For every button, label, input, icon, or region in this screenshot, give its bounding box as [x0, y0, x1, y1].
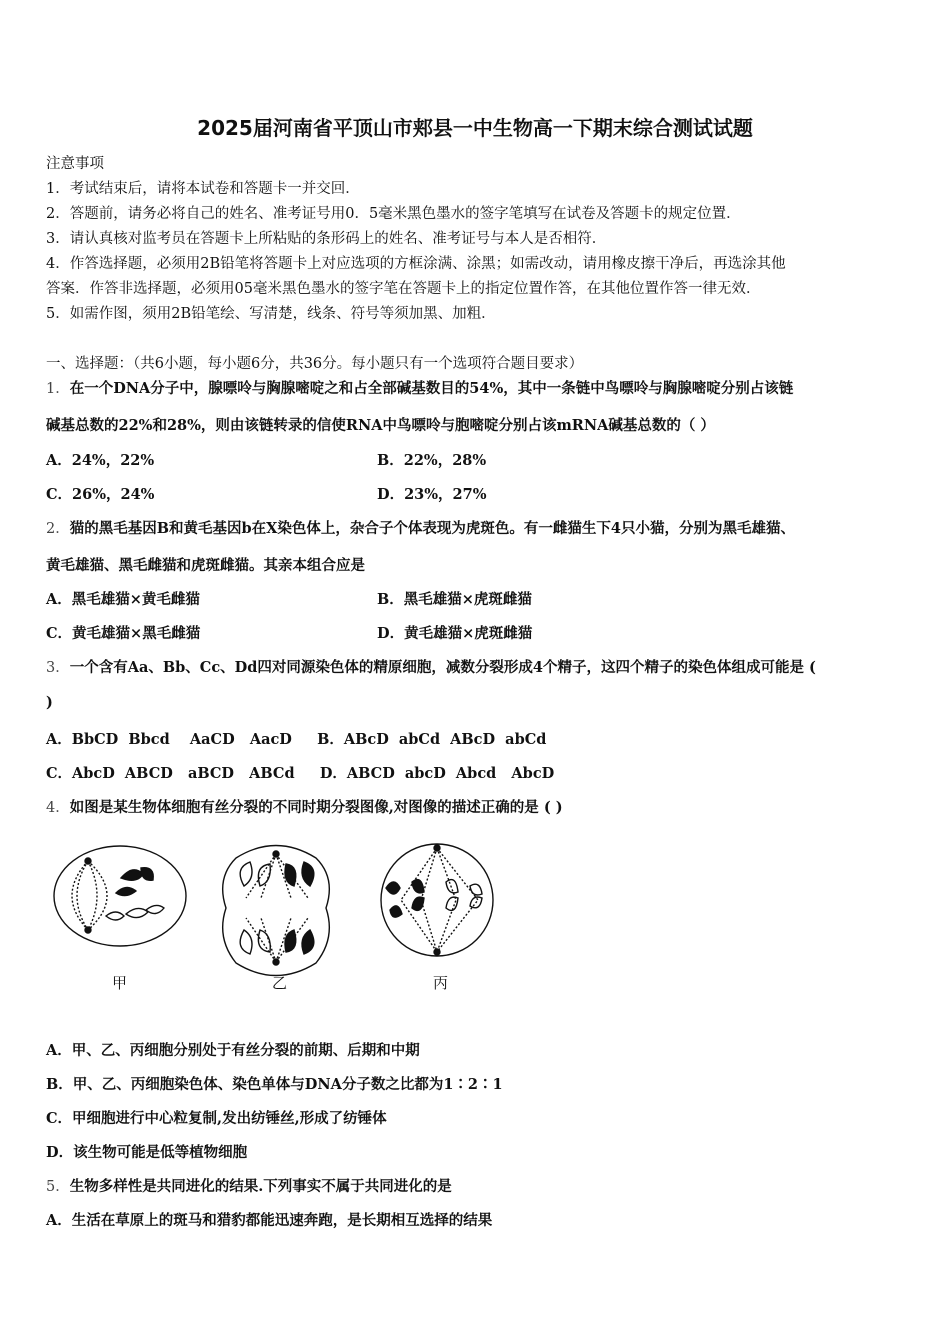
question-text: 如图是某生物体细胞有丝分裂的不同时期分裂图像,对图像的描述正确的是 ( ): [69, 799, 563, 816]
option-b: B．甲、乙、丙细胞染色体、染色单体与DNA分子数之比都为1∶2∶1: [46, 1076, 503, 1093]
notice-item: 4．作答选择题，必须用2B铅笔将答题卡上对应选项的方框涂满、涂黑；如需改动，请用橡皮擦干净后，再选涂其他: [46, 256, 786, 272]
option-b: B．黑毛雄猫×虎斑雌猫: [377, 591, 532, 608]
option-c: C．黄毛雄猫×黑毛雌猫: [46, 625, 201, 642]
question-1-cont: 碱基总数的22%和28%，则由该链转录的信使RNA中鸟嘌呤与胞嘧啶分别占该mRNA碱基总数的（ ）: [46, 417, 715, 434]
cell-yi: [223, 846, 330, 976]
cell-jia: [54, 846, 186, 946]
question-text: 一个含有Aa、Bb、Cc、Dd四对同源染色体的精原细胞，减数分裂形成4个精子，这四个精子的染色体组成可能是 (: [69, 659, 816, 676]
notice-item: 3．请认真核对监考员在答题卡上所粘贴的条形码上的姓名、准考证号与本人是否相符．: [46, 231, 607, 247]
question-2: [46, 517, 795, 538]
question-2-cont: 黄毛雄猫、黑毛雌猫和虎斑雌猫。其亲本组合应是: [46, 557, 365, 574]
option-d: D．23%，27%: [377, 486, 487, 503]
section-heading: 一、选择题：（共6小题，每小题6分，共36分。每小题只有一个选项符合题目要求）: [46, 356, 584, 372]
question-3: [46, 656, 816, 677]
option-a: A．24%，22%: [46, 452, 155, 469]
notice-item: 5．如需作图，须用2B铅笔绘、写清楚，线条、符号等须加黑、加粗．: [46, 306, 496, 322]
option-c-d: C．AbcD ABCD aBCD ABCd D．ABCD abcD Abcd AbcD: [46, 765, 555, 782]
question-number: 4．: [46, 800, 70, 816]
question-1: [46, 377, 793, 398]
option-b: B．22%，28%: [377, 452, 487, 469]
option-c: C．甲细胞进行中心粒复制,发出纺锤丝,形成了纺锤体: [46, 1110, 387, 1127]
label-bing: 丙: [433, 974, 449, 992]
option-d: D．该生物可能是低等植物细胞: [46, 1144, 248, 1161]
label-yi: 乙: [272, 974, 288, 992]
notice-item: 1．考试结束后，请将本试卷和答题卡一并交回．: [46, 181, 360, 197]
question-3-cont: ): [46, 694, 53, 711]
question-5: [46, 1175, 452, 1196]
notice-item: 答案．作答非选择题，必须用05毫米黑色墨水的签字笔在答题卡上的指定位置作答，在其他位置作答一律无效．: [46, 281, 761, 297]
page-title: 2025届河南省平顶山市郏县一中生物高一下期末综合测试试题: [197, 116, 753, 140]
question-4: [46, 796, 563, 817]
option-a: A．黑毛雄猫×黄毛雌猫: [46, 591, 200, 608]
option-a-b: A．BbCD Bbcd AaCD AacD B．ABcD abCd ABcD abCd: [46, 731, 547, 748]
notice-heading: 注意事项: [46, 156, 104, 172]
question-text: 猫的黑毛基因B和黄毛基因b在X染色体上，杂合子个体表现为虎斑色。有一雌猫生下4只小猫，分别为黑毛雄猫、: [69, 520, 795, 537]
mitosis-figure: [46, 838, 516, 998]
notice-item: 2．答题前，请务必将自己的姓名、准考证号用0．5毫米黑色墨水的签字笔填写在试卷及答题卡的规定位置．: [46, 206, 741, 222]
question-number: 1．: [46, 381, 70, 397]
option-c: C．26%，24%: [46, 486, 155, 503]
option-d: D．黄毛雄猫×虎斑雌猫: [377, 625, 533, 642]
option-a: A．甲、乙、丙细胞分别处于有丝分裂的前期、后期和中期: [46, 1042, 420, 1059]
question-number: 3．: [46, 660, 70, 676]
cell-bing: [381, 844, 493, 956]
question-text: 生物多样性是共同进化的结果.下列事实不属于共同进化的是: [69, 1178, 452, 1195]
label-jia: 甲: [112, 974, 128, 992]
question-number: 2．: [46, 521, 70, 537]
question-text: 在一个DNA分子中，腺嘌呤与胸腺嘧啶之和占全部碱基数目的54%，其中一条链中鸟嘌呤与胸腺嘧啶分别占该链: [69, 380, 794, 397]
option-a: A．生活在草原上的斑马和猎豹都能迅速奔跑，是长期相互选择的结果: [46, 1212, 493, 1229]
question-number: 5．: [46, 1179, 70, 1195]
